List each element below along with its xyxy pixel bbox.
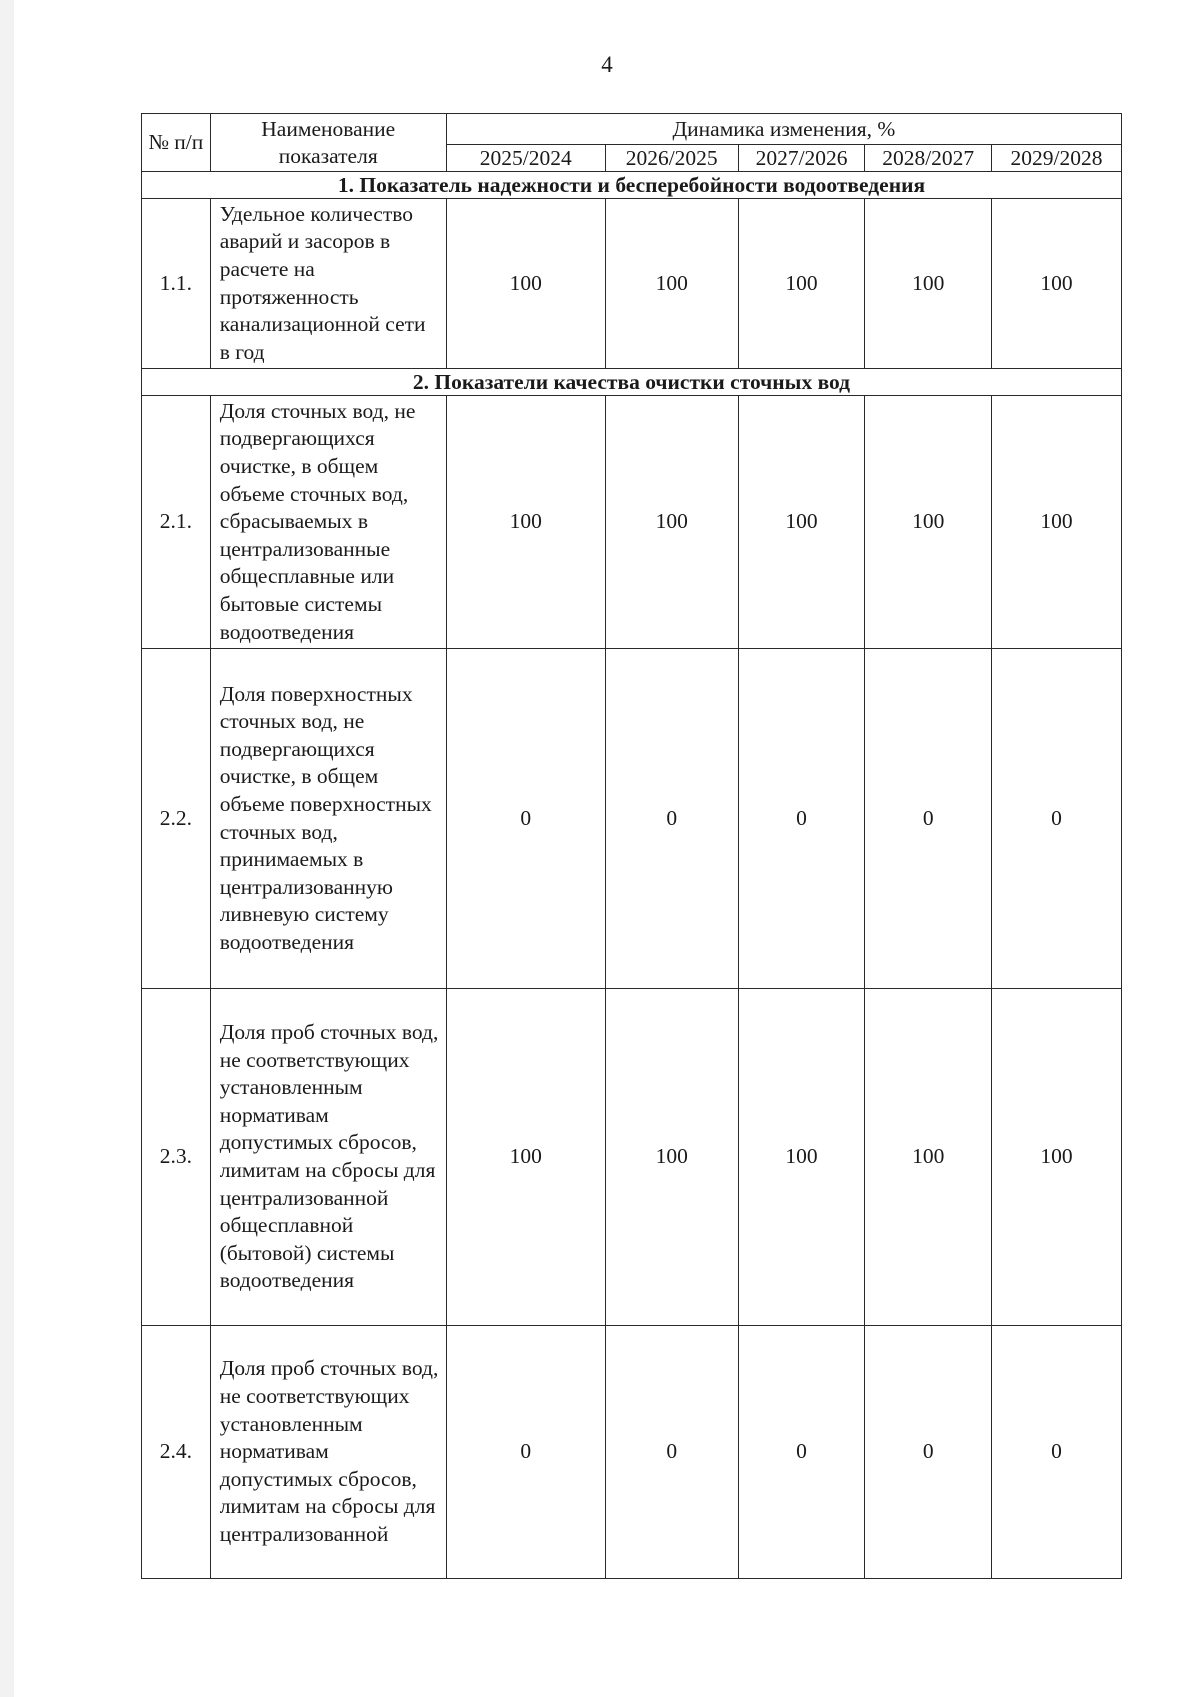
value-cell: 0 [446,1326,605,1579]
period-header: 2025/2024 [446,145,605,172]
header-row [142,114,1122,145]
value-cell: 100 [605,199,738,369]
section-title: 2. Показатели качества очистки сточных вод [142,369,1122,396]
value-cell: 100 [446,989,605,1326]
value-cell: 0 [738,1326,865,1579]
value-cell: 100 [446,199,605,369]
table-row [142,199,1122,369]
period-header: 2028/2027 [865,145,992,172]
value-cell: 100 [738,396,865,649]
value-cell: 100 [865,989,992,1326]
value-cell: 100 [738,989,865,1326]
table-row [142,1326,1122,1579]
value-cell: 100 [992,396,1122,649]
document-page [14,0,1200,1697]
period-header: 2029/2028 [992,145,1122,172]
section-row [142,369,1122,396]
value-cell: 100 [446,396,605,649]
value-cell: 0 [865,1326,992,1579]
row-number: 2.3. [142,989,211,1326]
table-row [142,989,1122,1326]
row-number: 2.1. [142,396,211,649]
indicators-table [141,113,1122,1579]
value-cell: 0 [446,649,605,989]
row-number: 1.1. [142,199,211,369]
row-number: 2.4. [142,1326,211,1579]
value-cell: 0 [865,649,992,989]
value-cell: 100 [865,199,992,369]
indicator-name: Удельное количество аварий и засоров в расчете на протяженность канализационной сети в год [210,199,446,369]
indicator-name: Доля сточных вод, не подвергающихся очистке, в общем объеме сточных вод, сбрасываемых в централизованные общесплавные или бытовые системы водоотведения [210,396,446,649]
value-cell: 0 [605,649,738,989]
value-cell: 0 [992,649,1122,989]
header-dynamics: Динамика изменения, % [446,114,1121,145]
value-cell: 100 [992,989,1122,1326]
value-cell: 100 [738,199,865,369]
header-num: № п/п [142,114,211,172]
value-cell: 100 [992,199,1122,369]
value-cell: 100 [865,396,992,649]
indicator-name: Доля проб сточных вод, не соответствующих установленным нормативам допустимых сбросов, лимитам на сбросы для централизованной общесплавной (бытовой) системы водоотведения [210,989,446,1326]
value-cell: 100 [605,989,738,1326]
value-cell: 0 [738,649,865,989]
indicator-name: Доля проб сточных вод, не соответствующих установленным нормативам допустимых сбросов, лимитам на сбросы для централизованной [210,1326,446,1579]
value-cell: 0 [992,1326,1122,1579]
indicator-name: Доля поверхностных сточных вод, не подвергающихся очистке, в общем объеме поверхностных сточных вод, принимаемых в централизованную ливневую систему водоотведения [210,649,446,989]
header-name: Наименование показателя [210,114,446,172]
table-row [142,649,1122,989]
section-title: 1. Показатель надежности и бесперебойности водоотведения [142,172,1122,199]
section-row [142,172,1122,199]
period-header: 2027/2026 [738,145,865,172]
page-number: 4 [601,52,613,77]
table-row [142,396,1122,649]
value-cell: 0 [605,1326,738,1579]
value-cell: 100 [605,396,738,649]
row-number: 2.2. [142,649,211,989]
period-header: 2026/2025 [605,145,738,172]
